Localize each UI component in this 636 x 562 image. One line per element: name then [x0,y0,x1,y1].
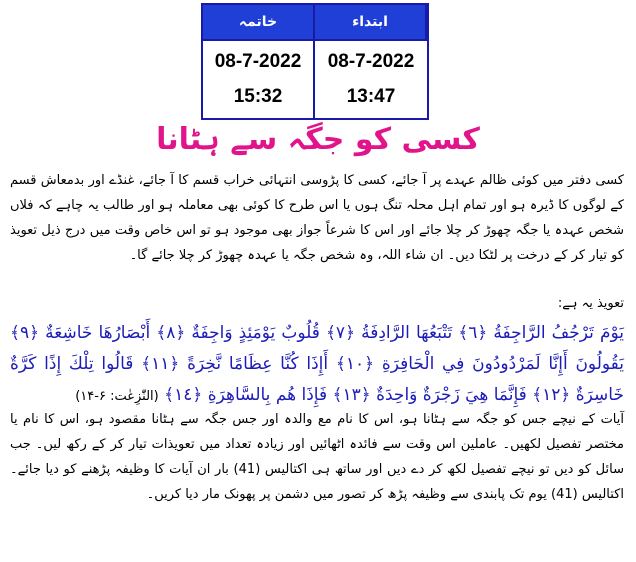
quran-verses [10,318,624,412]
start-label: ابتداء [315,5,427,39]
instructions-paragraph: آیات کے نیچے جس کو جگہ سے ہٹانا ہو، اس کا نام مع والدہ اور جس جگہ سے ہٹانا مقصود ہو، اس کا نام یا مختصر تفصیل لکھیں۔ عاملین اس وقت سے فائدہ اٹھائیں اور زیادہ تعداد میں تعویذات تیار کر کے رکھ لیں۔ جب سائل کو دیں تو نیچے تفصیل لکھ کر دے دیں اور ساتھ ہی اکتالیس (41) بار ان آیات کا وظیفہ پڑھنے کو دیا جائے۔ اکتالیس (41) یوم تک پابندی سے وظیفہ پڑھ کر تصور میں دشمن پر پھونک مار دیا کریں۔ [10,412,624,502]
end-label: خاتمہ [203,5,315,39]
start-date: 08-7-2022 [327,51,415,73]
timing-table [201,3,429,120]
end-cell [203,39,315,118]
intro-paragraph: کسی دفتر میں کوئی ظالم عہدے پر آ جائے، کسی کا پڑوسی انتہائی خراب قسم کا آ جائے، غنڈے اور بدمعاش قسم کے لوگوں کا ڈیرہ ہو اور تمام اہل محلہ تنگ ہوں یا اس طرح کا کوئی بھی معاملہ ہو اور طالب یہ چاہے کہ فلاں شخص عہدہ یا جگہ چھوڑ کر چلا جائے اور اس کا شرعاً جواز بھی موجود ہو تو اس خاص وقت میں درج ذیل تعویذ کو تیار کر کے درخت پر لٹکا دیں۔ ان شاء اللہ، وہ شخص جگہ یا عہدہ چھوڑ کر چلا جائے گا۔ [10,173,624,263]
page-title: کسی کو جگہ سے ہٹانا [156,122,480,157]
end-time: 15:32 [233,85,283,107]
quran-reference: (النّٰزِعٰت: ۶-۱۴) [75,389,159,404]
start-time: 13:47 [346,85,396,107]
start-cell [315,39,427,118]
quran-text: يَوْمَ تَرْجُفُ الرَّاجِفَةُ ﴿٦﴾ تَتْبَعُهَا الرَّادِفَةُ ﴿٧﴾ قُلُوبٌ يَوْمَئِذٍ وَاجِفَةٌ ﴿٨﴾ أَبْصَارُهَا خَاشِعَةٌ ﴿٩﴾ يَقُولُونَ أَإِنَّا لَمَرْدُودُونَ فِي الْحَافِرَةِ ﴿١٠﴾ أَإِذَا كُنَّا عِظَامًا نَّخِرَةً ﴿١١﴾ قَالُوا تِلْكَ إِذًا كَرَّةٌ خَاسِرَةٌ ﴿١٢﴾ فَإِنَّمَا هِيَ زَجْرَةٌ وَاحِدَةٌ ﴿١٣﴾ فَإِذَا هُم بِالسَّاهِرَةِ ﴿١٤﴾ [10,323,625,405]
end-date: 08-7-2022 [214,51,302,73]
taweez-label: تعویذ یہ ہے: [557,296,624,311]
